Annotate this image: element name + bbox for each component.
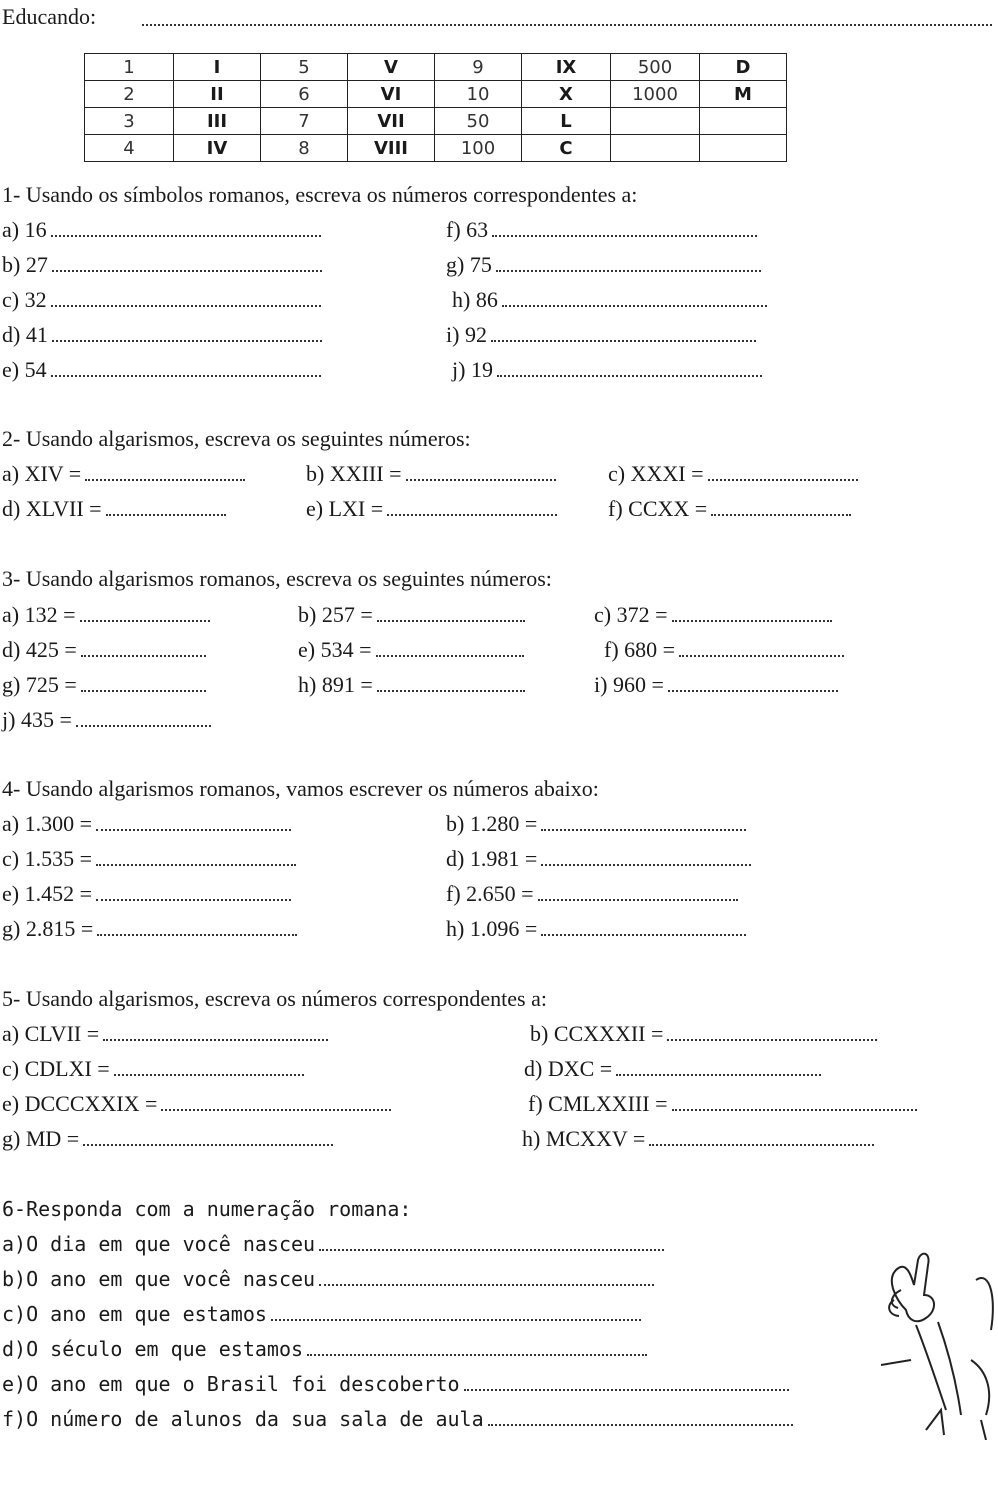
answer-blank[interactable]: [538, 883, 738, 901]
arabic-number-cell: 6: [261, 81, 348, 108]
roman-numeral-cell: M: [700, 81, 787, 108]
answer-blank[interactable]: [85, 463, 245, 481]
list-item: [298, 672, 525, 698]
answer-blank[interactable]: [161, 1093, 391, 1111]
item-label: d) 425 =: [2, 637, 77, 662]
arabic-number-cell: [611, 135, 700, 162]
question-title-1: 1- Usando os símbolos romanos, escreva os números correspondentes a:: [2, 182, 638, 207]
arabic-number-cell: 100: [435, 135, 522, 162]
list-item: [2, 1126, 333, 1152]
answer-blank[interactable]: [96, 813, 291, 831]
item-label: e) 54: [2, 357, 47, 382]
answer-blank[interactable]: [502, 289, 767, 307]
roman-numeral-cell: V: [348, 54, 435, 81]
list-item: [2, 672, 206, 698]
answer-blank[interactable]: [667, 1023, 877, 1041]
answer-blank[interactable]: [616, 1058, 821, 1076]
roman-numeral-cell: VII: [348, 108, 435, 135]
item-label: h) MCXXV =: [522, 1126, 646, 1151]
arabic-number-cell: 1000: [611, 81, 700, 108]
answer-blank[interactable]: [51, 289, 321, 307]
roman-numeral-cell: VIII: [348, 135, 435, 162]
answer-blank[interactable]: [80, 604, 210, 622]
list-item: [2, 1056, 304, 1082]
table-row: [85, 81, 787, 108]
item-label: a)O dia em que você nasceu: [2, 1232, 316, 1256]
table-row: [85, 108, 787, 135]
list-item: [298, 602, 525, 628]
item-label: e) DCCCXXIX =: [2, 1091, 158, 1116]
list-item: [2, 916, 297, 942]
list-item: [2, 217, 321, 243]
answer-blank[interactable]: [76, 709, 211, 727]
list-item: [2, 287, 321, 313]
answer-blank[interactable]: [319, 1268, 654, 1286]
list-item: [446, 846, 751, 872]
list-item: [452, 357, 762, 383]
roman-numeral-cell: I: [174, 54, 261, 81]
arabic-number-cell: [611, 108, 700, 135]
arabic-number-cell: 10: [435, 81, 522, 108]
arabic-number-cell: 50: [435, 108, 522, 135]
item-label: i) 92: [446, 322, 487, 347]
answer-blank[interactable]: [541, 813, 746, 831]
item-label: b) 257 =: [298, 602, 373, 627]
roman-numeral-cell: C: [522, 135, 611, 162]
item-label: b) 27: [2, 252, 48, 277]
answer-blank[interactable]: [81, 639, 206, 657]
item-label: d)O século em que estamos: [2, 1337, 304, 1361]
answer-blank[interactable]: [51, 219, 321, 237]
roman-numeral-cell: X: [522, 81, 611, 108]
item-label: b)O ano em que você nasceu: [2, 1267, 316, 1291]
thumbs-up-cartoon-icon: [866, 1240, 996, 1440]
roman-numeral-cell: VI: [348, 81, 435, 108]
item-label: a) 16: [2, 217, 47, 242]
item-label: a) 132 =: [2, 602, 76, 627]
item-label: h) 86: [452, 287, 498, 312]
arabic-number-cell: [700, 135, 787, 162]
list-item: [530, 1021, 877, 1047]
arabic-number-cell: 7: [261, 108, 348, 135]
answer-blank[interactable]: [271, 1303, 641, 1321]
list-item: [2, 1021, 328, 1047]
arabic-number-cell: 8: [261, 135, 348, 162]
list-item: [604, 637, 844, 663]
answer-blank[interactable]: [114, 1058, 304, 1076]
list-item: [524, 1056, 821, 1082]
answer-blank[interactable]: [541, 918, 746, 936]
roman-numeral-cell: IV: [174, 135, 261, 162]
answer-blank[interactable]: [307, 1338, 647, 1356]
item-label: j) 435 =: [2, 707, 72, 732]
item-label: e) 534 =: [298, 637, 372, 662]
answer-blank[interactable]: [319, 1233, 664, 1251]
arabic-number-cell: [700, 108, 787, 135]
answer-blank[interactable]: [377, 604, 525, 622]
item-label: g) 2.815 =: [2, 916, 94, 941]
answer-blank[interactable]: [711, 498, 851, 516]
list-item: [2, 1336, 647, 1362]
list-item: [2, 252, 322, 278]
item-label: e) 1.452 =: [2, 881, 92, 906]
answer-blank[interactable]: [672, 604, 832, 622]
list-item: [2, 1231, 664, 1257]
answer-blank[interactable]: [106, 498, 226, 516]
item-label: c) 372 =: [594, 602, 668, 627]
item-label: a) 1.300 =: [2, 811, 92, 836]
item-label: a) CLVII =: [2, 1021, 100, 1046]
roman-numeral-cell: D: [700, 54, 787, 81]
answer-blank[interactable]: [708, 463, 858, 481]
answer-blank[interactable]: [491, 324, 756, 342]
answer-blank[interactable]: [649, 1128, 874, 1146]
question-title-3: 3- Usando algarismos romanos, escreva os seguintes números:: [2, 566, 552, 591]
item-label: d) 1.981 =: [446, 846, 538, 871]
list-item: [446, 811, 746, 837]
item-label: d) DXC =: [524, 1056, 613, 1081]
item-label: b) CCXXXII =: [530, 1021, 664, 1046]
list-item: [608, 496, 851, 522]
answer-blank[interactable]: [679, 639, 844, 657]
arabic-number-cell: 4: [85, 135, 174, 162]
question-title-5: 5- Usando algarismos, escreva os números correspondentes a:: [2, 986, 547, 1011]
table-row: [85, 54, 787, 81]
roman-numeral-cell: IX: [522, 54, 611, 81]
item-label: d) 41: [2, 322, 48, 347]
list-item: [446, 916, 746, 942]
question-title-2: 2- Usando algarismos, escreva os seguintes números:: [2, 426, 471, 451]
list-item: [2, 811, 291, 837]
answer-blank[interactable]: [96, 883, 291, 901]
list-item: [452, 287, 767, 313]
arabic-number-cell: 9: [435, 54, 522, 81]
answer-blank[interactable]: [668, 674, 838, 692]
answer-blank[interactable]: [96, 848, 296, 866]
item-label: j) 19: [452, 357, 493, 382]
list-item: [446, 881, 738, 907]
item-label: c) CDLXI =: [2, 1056, 110, 1081]
item-label: e) LXI =: [306, 496, 384, 521]
list-item: [594, 672, 838, 698]
answer-blank[interactable]: [51, 359, 321, 377]
answer-blank[interactable]: [377, 674, 525, 692]
item-label: b) 1.280 =: [446, 811, 538, 836]
item-label: i) 960 =: [594, 672, 664, 697]
list-item: [2, 322, 322, 348]
list-item: [298, 637, 524, 663]
list-item: [2, 1301, 641, 1327]
answer-blank[interactable]: [97, 918, 297, 936]
list-item: [2, 357, 321, 383]
list-item: [2, 461, 245, 487]
list-item: [2, 1091, 391, 1117]
item-label: f)O número de alunos da sua sala de aula: [2, 1407, 484, 1431]
list-item: [446, 322, 756, 348]
item-label: g) 75: [446, 252, 492, 277]
item-label: c) XXXI =: [608, 461, 704, 486]
list-item: [608, 461, 858, 487]
item-label: b) XXIII =: [306, 461, 402, 486]
answer-blank[interactable]: [52, 254, 322, 272]
answer-blank[interactable]: [81, 674, 206, 692]
item-label: f) 2.650 =: [446, 881, 534, 906]
item-label: g) 725 =: [2, 672, 77, 697]
table-row: [85, 135, 787, 162]
item-label: g) MD =: [2, 1126, 80, 1151]
item-label: f) 680 =: [604, 637, 676, 662]
list-item: [2, 1406, 793, 1432]
answer-blank[interactable]: [406, 463, 556, 481]
answer-blank[interactable]: [497, 359, 762, 377]
arabic-number-cell: 2: [85, 81, 174, 108]
list-item: [528, 1091, 917, 1117]
question-title-4: 4- Usando algarismos romanos, vamos escrever os números abaixo:: [2, 776, 599, 801]
list-item: [594, 602, 832, 628]
list-item: [522, 1126, 874, 1152]
answer-blank[interactable]: [376, 639, 524, 657]
roman-numeral-cell: L: [522, 108, 611, 135]
list-item: [2, 1266, 654, 1292]
roman-reference-table: [84, 53, 787, 162]
item-label: c)O ano em que estamos: [2, 1302, 267, 1326]
answer-blank[interactable]: [103, 1023, 328, 1041]
list-item: [2, 1371, 789, 1397]
list-item: [2, 496, 226, 522]
student-name-label: Educando:: [2, 4, 97, 29]
arabic-number-cell: 5: [261, 54, 348, 81]
list-item: [2, 637, 206, 663]
item-label: f) CCXX =: [608, 496, 708, 521]
list-item: [446, 252, 761, 278]
list-item: [2, 707, 211, 733]
list-item: [446, 217, 757, 243]
answer-blank[interactable]: [672, 1093, 917, 1111]
item-label: a) XIV =: [2, 461, 82, 486]
answer-blank[interactable]: [83, 1128, 333, 1146]
item-label: d) XLVII =: [2, 496, 102, 521]
arabic-number-cell: 1: [85, 54, 174, 81]
item-label: h) 1.096 =: [446, 916, 538, 941]
answer-blank[interactable]: [492, 219, 757, 237]
roman-numeral-cell: II: [174, 81, 261, 108]
student-name-line[interactable]: [142, 24, 992, 26]
list-item: [2, 602, 210, 628]
answer-blank[interactable]: [464, 1373, 789, 1391]
roman-numeral-cell: III: [174, 108, 261, 135]
answer-blank[interactable]: [488, 1408, 793, 1426]
arabic-number-cell: 500: [611, 54, 700, 81]
item-label: c) 32: [2, 287, 47, 312]
answer-blank[interactable]: [52, 324, 322, 342]
list-item: [2, 846, 296, 872]
list-item: [306, 496, 557, 522]
item-label: e)O ano em que o Brasil foi descoberto: [2, 1372, 460, 1396]
item-label: f) 63: [446, 217, 489, 242]
answer-blank[interactable]: [387, 498, 557, 516]
arabic-number-cell: 3: [85, 108, 174, 135]
item-label: c) 1.535 =: [2, 846, 92, 871]
item-label: f) CMLXXIII =: [528, 1091, 668, 1116]
question-title-6: 6-Responda com a numeração romana:: [2, 1197, 412, 1221]
item-label: h) 891 =: [298, 672, 373, 697]
list-item: [2, 881, 291, 907]
answer-blank[interactable]: [496, 254, 761, 272]
list-item: [306, 461, 556, 487]
answer-blank[interactable]: [541, 848, 751, 866]
